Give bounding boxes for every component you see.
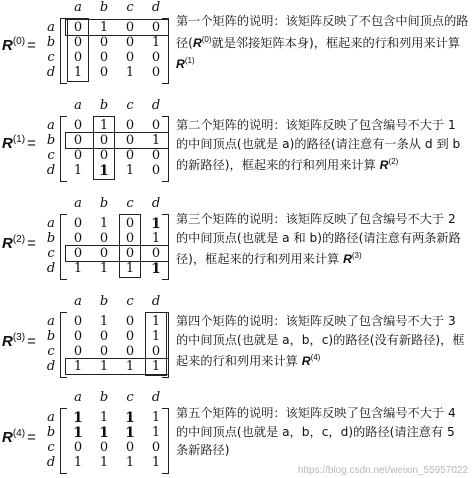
- column-label: b: [99, 0, 109, 15]
- matrix-cell: 1: [151, 261, 161, 277]
- matrix-block-0: [0, 0, 474, 88]
- column-label: d: [151, 98, 161, 113]
- row-label: c: [47, 246, 55, 261]
- matrix-cell: 0: [99, 344, 109, 359]
- matrix-label: $R^{(1)}$ =: [2, 134, 36, 152]
- matrix-cell: 1: [125, 163, 135, 178]
- row-label: a: [47, 20, 55, 35]
- matrix-cell: 1: [151, 329, 161, 344]
- matrix-cell: 1: [73, 425, 83, 441]
- matrix-cell: 0: [125, 133, 135, 148]
- matrix-cell: 0: [151, 246, 161, 261]
- matrix-cell: 1: [151, 314, 161, 329]
- matrix-cell: 1: [125, 359, 135, 374]
- matrix-cell: 1: [99, 359, 109, 374]
- row-label: b: [46, 425, 56, 440]
- equals-sign: =: [27, 37, 36, 54]
- column-label: b: [99, 390, 109, 405]
- matrix-cell: 0: [99, 148, 109, 163]
- matrix-cell: 0: [151, 50, 161, 65]
- row-label: b: [46, 35, 56, 50]
- row-label: a: [47, 118, 55, 133]
- matrix-cell: 0: [125, 329, 135, 344]
- highlight-column-box: [93, 116, 115, 180]
- column-label: a: [74, 98, 82, 113]
- matrix-cell: 0: [151, 148, 161, 163]
- matrix-cell: 1: [151, 410, 161, 425]
- matrix-block-1: [0, 98, 474, 186]
- matrix-cell: 1: [73, 65, 83, 80]
- highlight-column-box: [119, 214, 141, 278]
- row-label: c: [47, 50, 55, 65]
- matrix-cell: 1: [125, 65, 135, 80]
- row-label: a: [47, 410, 55, 425]
- matrix-cell: 0: [99, 50, 109, 65]
- column-label: d: [151, 294, 161, 309]
- matrix-cell: 1: [99, 425, 109, 441]
- matrix-cell: 0: [125, 20, 135, 35]
- matrix-label: [2, 36, 36, 54]
- matrix-cell: 0: [73, 246, 83, 261]
- row-label: b: [46, 133, 56, 148]
- matrix-cell: 1: [73, 163, 83, 178]
- matrix-cell: 0: [73, 329, 83, 344]
- row-label: c: [47, 344, 55, 359]
- matrix-description: 第二个矩阵的说明：该矩阵反映了包含编号不大于 1 的中间顶点(也就是 a)的路径(请注意有一条从 d 到 b 的新路径)，框起来的行和列用来计算 $R^{(2)}$: [176, 118, 461, 173]
- matrix-cell: 0: [73, 216, 83, 231]
- left-bracket: [60, 408, 67, 474]
- highlight-column-box: [67, 18, 89, 82]
- matrix-cell: 0: [125, 440, 135, 455]
- matrix-cell: 0: [73, 314, 83, 329]
- highlight-column-box: [145, 312, 167, 376]
- row-label: a: [47, 216, 55, 231]
- row-label: d: [46, 163, 56, 178]
- matrix-description: 第三个矩阵的说明：该矩阵反映了包含编号不大于 2 的中间顶点(也就是 a 和 b)的路径(请注意有两条新路径)，框起来的行和列用来计算 $R^{(3)}$: [176, 212, 461, 267]
- column-label: a: [74, 196, 82, 211]
- matrix-name: R: [2, 37, 13, 54]
- matrix-cell: 0: [99, 329, 109, 344]
- matrix-cell: 0: [125, 148, 135, 163]
- row-label: b: [46, 231, 56, 246]
- row-label: c: [47, 440, 55, 455]
- matrix-cell: 0: [125, 35, 135, 50]
- column-label: c: [126, 98, 134, 113]
- matrix-cell: 1: [99, 261, 109, 276]
- matrix-cell: 1: [73, 359, 83, 374]
- column-label: a: [74, 390, 82, 405]
- row-label: a: [47, 314, 55, 329]
- matrix-cell: 0: [151, 20, 161, 35]
- matrix-block-2: [0, 196, 474, 284]
- matrix-cell: 0: [99, 65, 109, 80]
- highlight-row-box: [65, 245, 169, 262]
- matrix-cell: 1: [73, 261, 83, 276]
- matrix-cell: 0: [125, 50, 135, 65]
- matrix-cell: 0: [151, 163, 161, 178]
- row-label: d: [46, 359, 56, 374]
- matrix-cell: 0: [125, 314, 135, 329]
- matrix-cell: 0: [73, 440, 83, 455]
- watermark: https://blog.csdn.net/weixin_55957022: [297, 465, 468, 476]
- column-label: c: [126, 294, 134, 309]
- row-label: d: [46, 65, 56, 80]
- matrix-cell: 1: [151, 231, 161, 246]
- column-label: d: [151, 196, 161, 211]
- matrix-cell: 1: [99, 410, 109, 425]
- matrix-label: $R^{(3)}$ =: [2, 332, 36, 350]
- matrix-cell: 0: [151, 440, 161, 455]
- matrix-cell: 0: [73, 344, 83, 359]
- matrix-superscript: (0): [12, 36, 26, 47]
- row-label: d: [46, 261, 56, 276]
- matrix-cell: 1: [73, 455, 83, 470]
- row-label: d: [46, 455, 56, 470]
- matrix-cell: 1: [125, 261, 135, 276]
- matrix-description: 第四个矩阵的说明：该矩阵反映了包含编号不大于 3 的中间顶点(也就是 a，b，c)的路径(没有新路径)，框起来的行和列用来计算 $R^{(4)}$: [176, 314, 465, 369]
- matrix-description: 第一个矩阵的说明：该矩阵反映了不包含中间顶点的路径($R^{(0)}$就是邻接矩阵本身)，框起来的行和列用来计算 $R^{(1)}$: [176, 14, 469, 72]
- column-label: d: [151, 0, 161, 15]
- matrix-label: $R^{(4)}$ =: [2, 428, 36, 446]
- matrix-description: 第五个矩阵的说明：该矩阵反映了包含编号不大于 4 的中间顶点(也就是 a，b，c，d)的路径(请注意有 5 条新路径): [176, 406, 456, 457]
- matrix-cell: 0: [125, 231, 135, 246]
- matrix-cell: 1: [99, 163, 109, 179]
- matrix-cell: 0: [73, 148, 83, 163]
- matrix-cell: 0: [125, 344, 135, 359]
- matrix-cell: 0: [99, 35, 109, 50]
- column-label: c: [126, 196, 134, 211]
- matrix-label: $R^{(2)}$ =: [2, 234, 36, 252]
- matrix-cell: 0: [99, 246, 109, 261]
- column-label: a: [74, 0, 82, 15]
- matrix-cell: 1: [99, 216, 109, 231]
- matrix-block-3: [0, 294, 474, 382]
- matrix-cell: 1: [151, 216, 161, 232]
- matrix-cell: 0: [73, 133, 83, 148]
- matrix-cell: 0: [99, 133, 109, 148]
- matrix-cell: 1: [125, 410, 135, 426]
- column-label: b: [99, 294, 109, 309]
- column-label: b: [99, 196, 109, 211]
- matrix-cell: 0: [125, 246, 135, 261]
- matrix-cell: 0: [73, 231, 83, 246]
- matrix-cell: 0: [151, 65, 161, 80]
- matrix-cell: 0: [73, 20, 83, 35]
- matrix-cell: 0: [125, 216, 135, 231]
- matrix-cell: 0: [125, 118, 135, 133]
- matrix-cell: 1: [151, 359, 161, 374]
- matrix-cell: 0: [73, 35, 83, 50]
- matrix-cell: 0: [151, 118, 161, 133]
- column-label: a: [74, 294, 82, 309]
- matrix-cell: 1: [99, 314, 109, 329]
- matrix-cell: 1: [99, 20, 109, 35]
- highlight-row-box: [65, 132, 169, 149]
- matrix-cell: 0: [73, 118, 83, 133]
- matrix-cell: 1: [99, 118, 109, 133]
- matrix-cell: 1: [151, 35, 161, 50]
- matrix-cell: 1: [151, 133, 161, 148]
- column-label: b: [99, 98, 109, 113]
- row-label: b: [46, 329, 56, 344]
- left-bracket: [60, 116, 67, 182]
- matrix-cell: 1: [125, 425, 135, 441]
- column-label: c: [126, 390, 134, 405]
- matrix-cell: 1: [151, 455, 161, 470]
- matrix-cell: 1: [73, 410, 83, 426]
- matrix-cell: 1: [99, 455, 109, 470]
- matrix-cell: 0: [73, 50, 83, 65]
- row-label: c: [47, 148, 55, 163]
- column-label: d: [151, 390, 161, 405]
- matrix-cell: 1: [151, 425, 161, 440]
- matrix-cell: 0: [151, 344, 161, 359]
- matrix-cell: 0: [99, 440, 109, 455]
- matrix-cell: 0: [99, 231, 109, 246]
- matrix-cell: 1: [125, 455, 135, 470]
- column-label: c: [126, 0, 134, 15]
